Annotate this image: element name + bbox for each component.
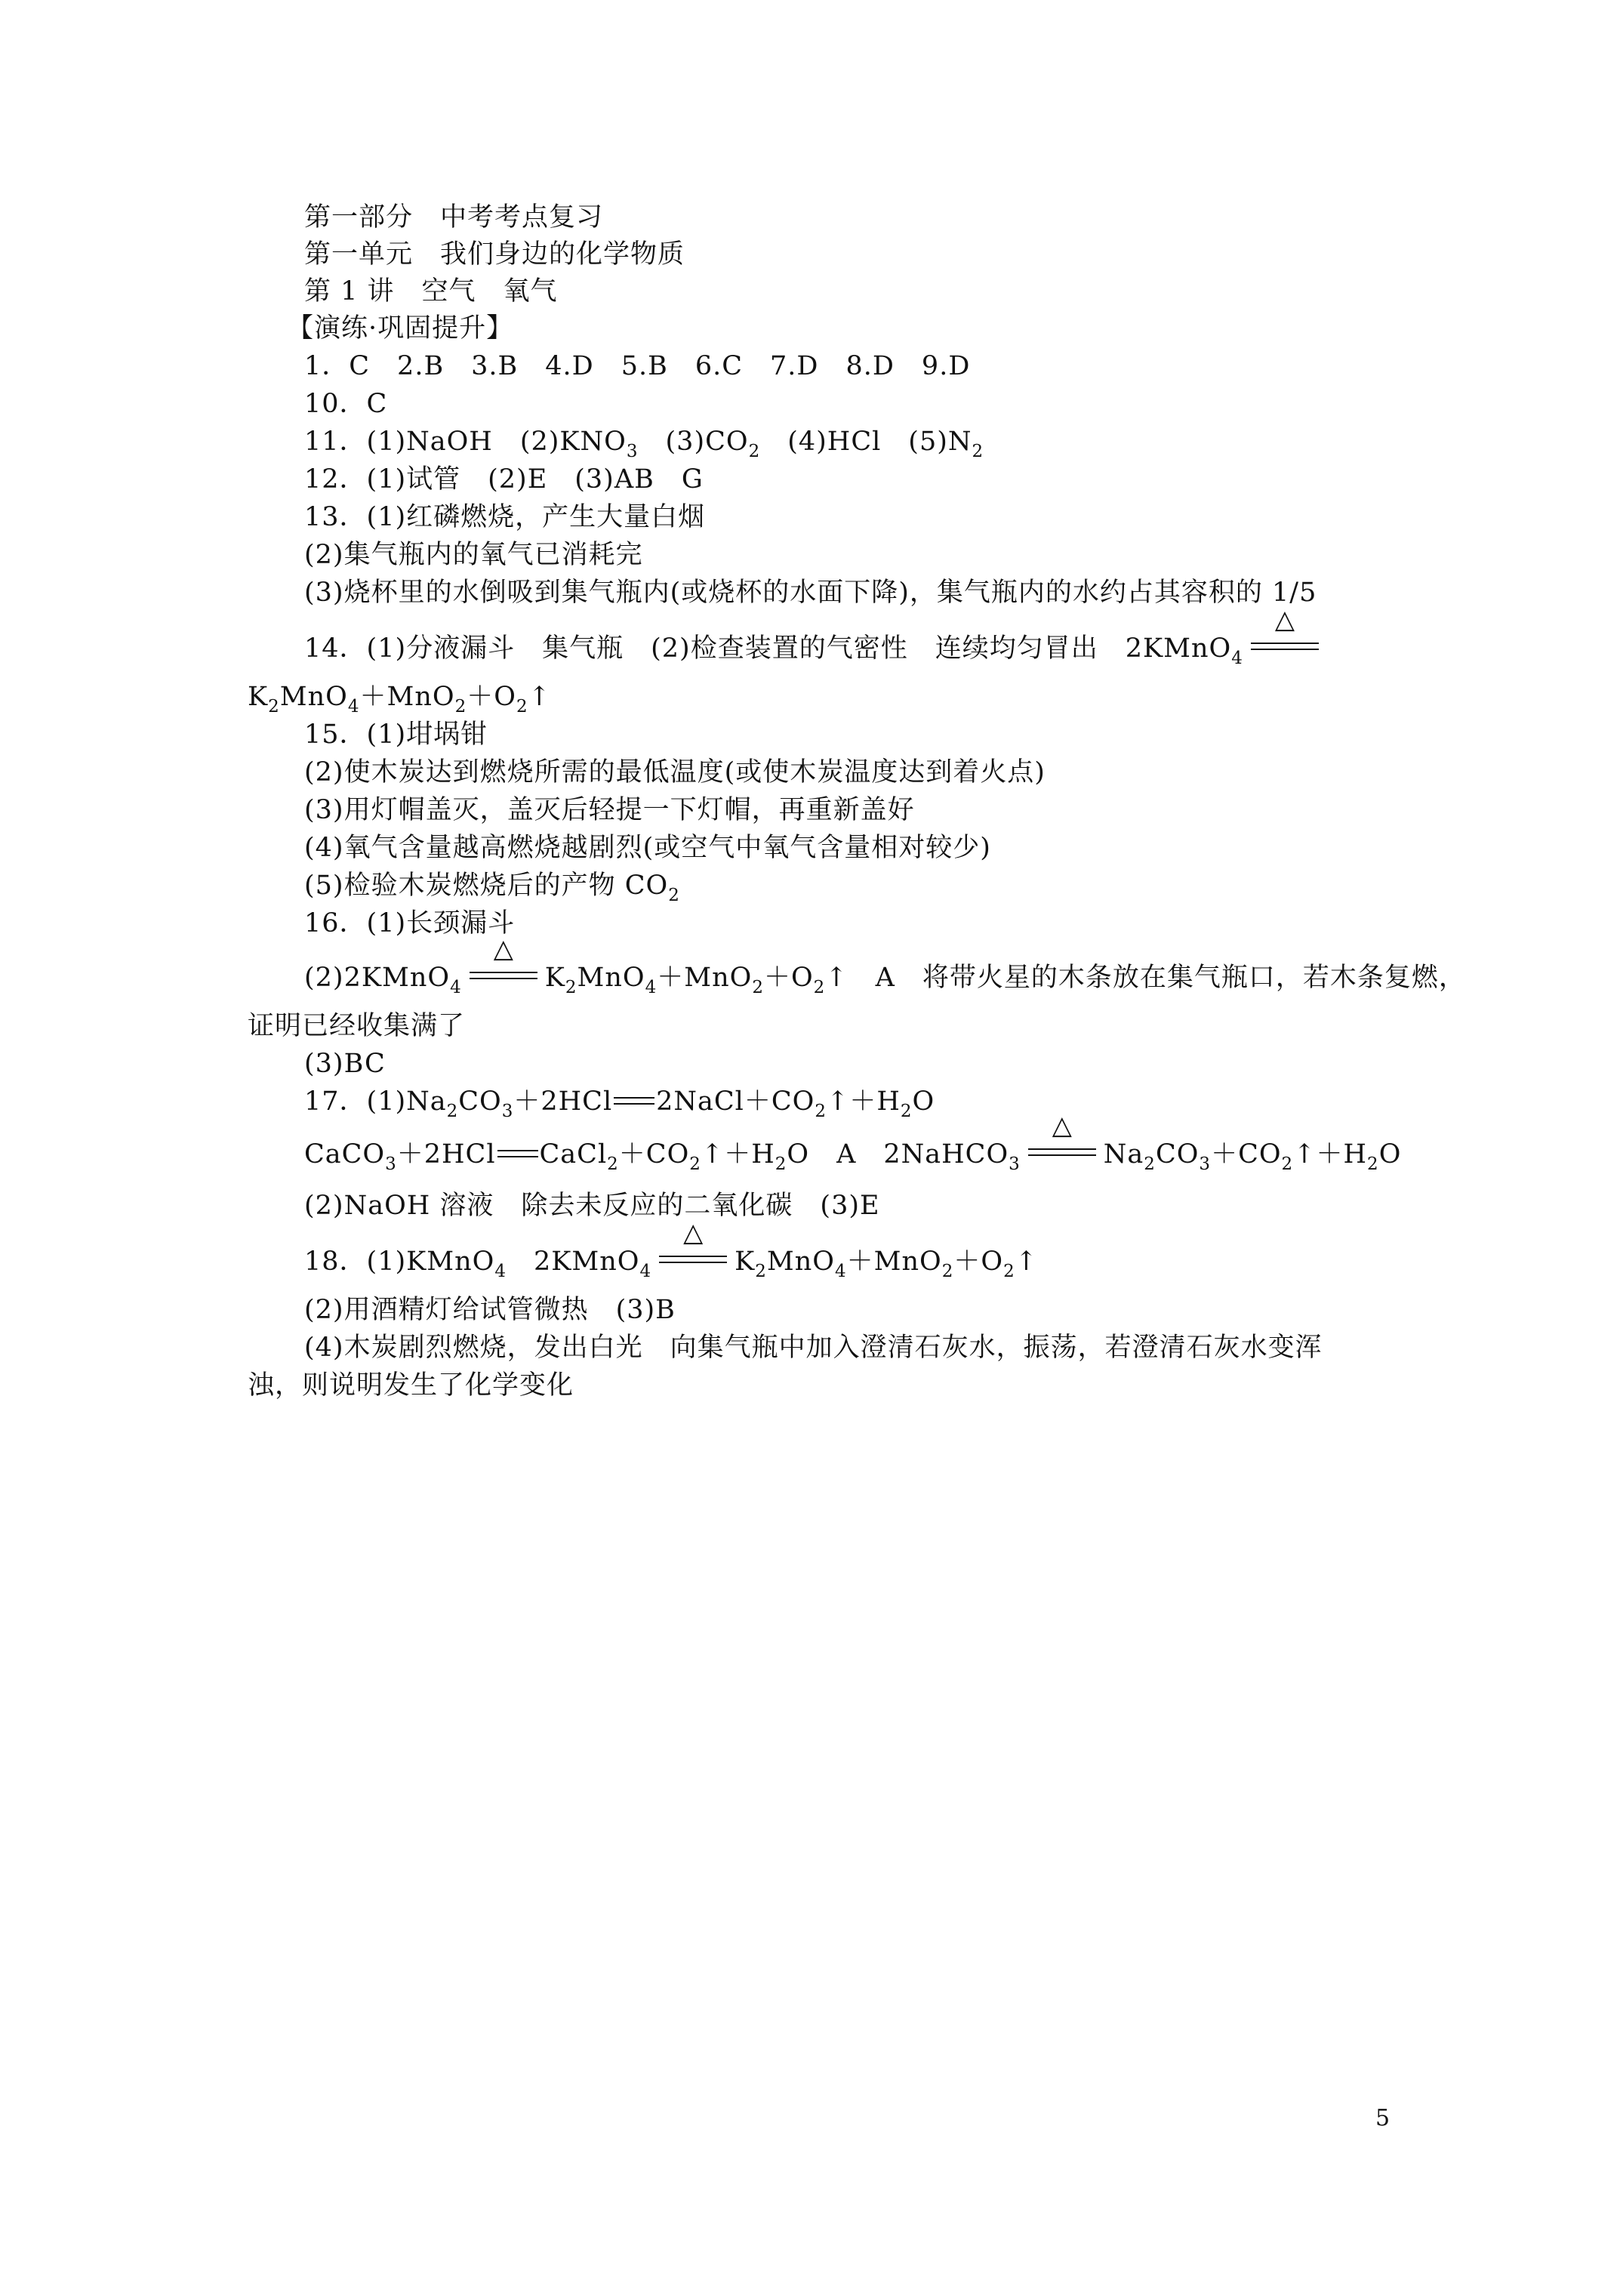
page-number: 5: [1375, 2105, 1390, 2131]
answer-line-18-1: 18．(1)KMnO$_4$ 2KMnO$_4$ △ $K_2MnO_4+MnO_2+O_2↑$: [304, 1218, 1039, 1281]
answer-line-16-1: 16．(1)长颈漏斗: [304, 908, 516, 938]
answer-line-13-2: (2)集气瓶内的氧气已消耗完: [304, 540, 643, 570]
answer-line-11: 11．(1)NaOH $(2)KNO_3$ $(3)CO_2$ (4)HCl $(5)N_2$: [304, 427, 984, 461]
heat-condition-mark: △: [659, 1244, 727, 1279]
answer-line-15-4: (4)氧气含量越高燃烧越剧烈(或空气中氧气含量相对较少): [304, 833, 991, 863]
answer-line-1-9: 1．C 2.B 3.B 4.D 5.B 6.C 7.D 8.D 9.D: [304, 351, 971, 381]
reaction-equals-mark: [497, 1137, 538, 1172]
answer-line-10: 10．C: [304, 389, 388, 419]
heat-condition-mark: △: [1028, 1137, 1096, 1172]
answer-line-17-3: (2)NaOH 溶液 除去未反应的二氧化碳 (3)E: [304, 1191, 880, 1221]
section-heading: 【演练·巩固提升】: [287, 313, 514, 344]
unit-heading: 第一单元 我们身边的化学物质: [304, 239, 685, 270]
answer-line-18-2: (2)用酒精灯给试管微热 (3)B: [304, 1295, 676, 1325]
answer-line-13-1: 13．(1)红磷燃烧，产生大量白烟: [304, 502, 706, 532]
answer-line-15-1: 15．(1)坩埚钳: [304, 720, 488, 750]
answer-line-12: 12．(1)试管 (2)E (3)AB G: [304, 464, 704, 495]
answer-line-15-2: (2)使木炭达到燃烧所需的最低温度(或使木炭温度达到着火点): [304, 757, 1046, 787]
answer-line-16-3: 证明已经收集满了: [248, 1011, 466, 1041]
answer-line-13-3: (3)烧杯里的水倒吸到集气瓶内(或烧杯的水面下降)，集气瓶内的水约占其容积的 1/5: [304, 578, 1317, 608]
heat-condition-mark: △: [1251, 631, 1319, 666]
answer-line-15-3: (3)用灯帽盖灭，盖灭后轻提一下灯帽，再重新盖好: [304, 795, 915, 825]
answer-line-16-4: (3)BC: [304, 1049, 386, 1079]
heat-condition-mark: △: [470, 960, 537, 995]
answer-line-14-1: 14．(1)分液漏斗 集气瓶 (2)检查装置的气密性 连续均匀冒出 2KMnO$_4$ △: [304, 631, 1326, 666]
part-heading: 第一部分 中考考点复习: [304, 202, 604, 233]
answer-line-18-4: 浊，则说明发生了化学变化: [248, 1370, 574, 1401]
answer-line-17-1: 17．$(1)Na_2CO_3+2HCl$ $2NaCl+CO_2↑+H_2O$: [304, 1084, 935, 1119]
answer-line-18-3: (4)木炭剧烈燃烧，发出白光 向集气瓶中加入澄清石灰水，振荡，若澄清石灰水变浑: [304, 1333, 1323, 1363]
lecture-heading: 第 1 讲 空气 氧气: [304, 276, 558, 307]
answer-line-14-2: $K_2MnO_4+MnO_2+O_2↑$: [248, 682, 551, 717]
answer-line-15-5: (5)检验木炭燃烧后的产物 $CO_2$: [304, 871, 680, 905]
answer-line-17-2: CaCO$_3$＋2HCl $CaCl_2+CO_2↑+H_2O$ A 2NaHCO$_3$ △ $Na_2CO_3+CO_2↑+H_2O$: [304, 1111, 1402, 1174]
answer-line-16-2: (2)2KMnO$_4$ △ $K_2MnO_4+MnO_2+O_2↑$ A 将带火星的木条放在集气瓶口，若木条复燃，: [304, 934, 1466, 997]
reaction-equals-mark: [614, 1084, 654, 1119]
